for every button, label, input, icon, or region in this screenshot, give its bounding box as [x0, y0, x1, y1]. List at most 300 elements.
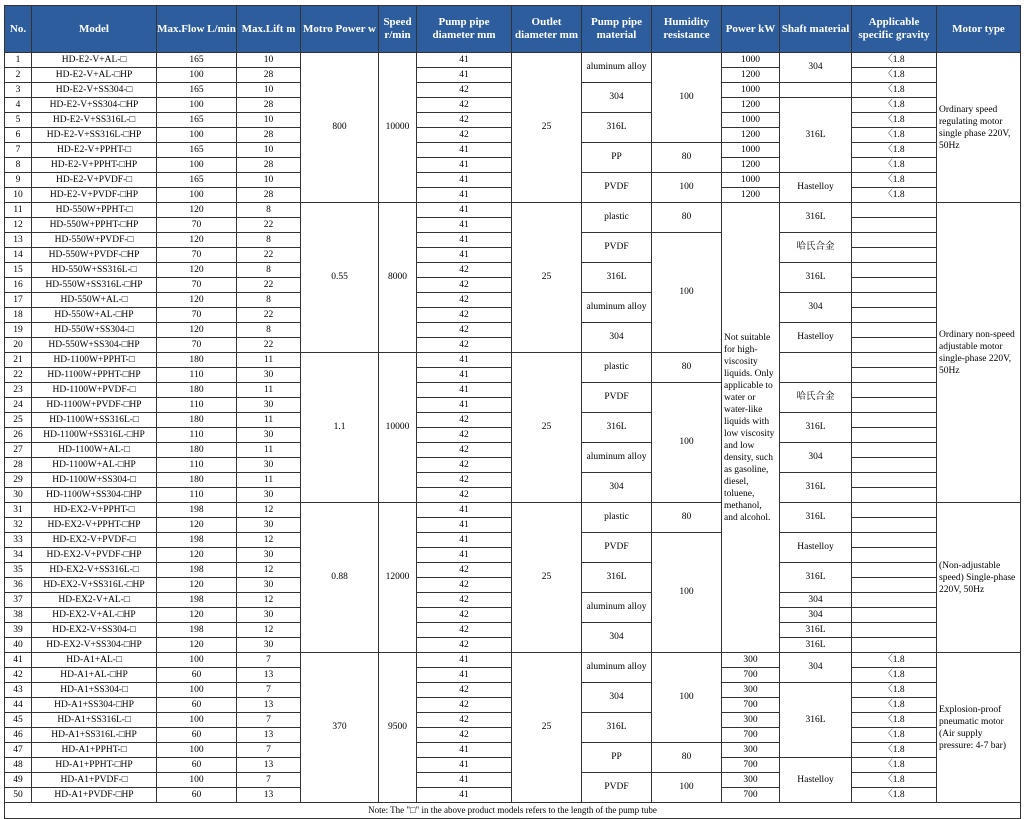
cell-humidity-resistance: 100 [652, 173, 722, 203]
cell-max-flow: 198 [157, 503, 237, 518]
cell-pump-pipe-material: aluminum alloy [582, 443, 652, 473]
header-humidity-resistance: Humidity resistance [652, 6, 722, 53]
cell-max-lift: 8 [237, 203, 301, 218]
cell-model: HD-A1+SS316L-□HP [32, 728, 157, 743]
cell-no: 29 [5, 473, 32, 488]
cell-max-lift: 12 [237, 533, 301, 548]
cell-model: HD-E2-V+AL-□ [32, 53, 157, 68]
cell-specific-gravity: 〈1.8 [852, 128, 937, 143]
cell-specific-gravity [852, 308, 937, 323]
cell-specific-gravity [852, 488, 937, 503]
cell-shaft-material: Hastelloy [780, 758, 852, 803]
cell-max-flow: 180 [157, 443, 237, 458]
cell-max-lift: 22 [237, 338, 301, 353]
cell-model: HD-EX2-V+PVDF-□HP [32, 548, 157, 563]
cell-no: 38 [5, 608, 32, 623]
cell-pump-pipe-diameter: 42 [417, 83, 512, 98]
cell-specific-gravity [852, 218, 937, 233]
cell-pump-pipe-diameter: 41 [417, 383, 512, 398]
cell-power-kw: 700 [722, 698, 780, 713]
cell-max-lift: 30 [237, 518, 301, 533]
cell-specific-gravity [852, 503, 937, 518]
cell-humidity-resistance: 100 [652, 773, 722, 803]
header-row [5, 6, 1021, 53]
cell-pump-pipe-diameter: 41 [417, 173, 512, 188]
cell-max-lift: 13 [237, 728, 301, 743]
cell-max-lift: 7 [237, 683, 301, 698]
cell-pump-pipe-diameter: 41 [417, 143, 512, 158]
header-model: Model [32, 6, 157, 53]
cell-model: HD-E2-V+PPHT-□HP [32, 158, 157, 173]
cell-max-lift: 8 [237, 293, 301, 308]
cell-shaft-material: 316L [780, 503, 852, 533]
cell-speed: 10000 [379, 53, 417, 203]
cell-pump-pipe-material: 316L [582, 413, 652, 443]
cell-pump-pipe-diameter: 41 [417, 233, 512, 248]
cell-pump-pipe-diameter: 42 [417, 713, 512, 728]
cell-no: 9 [5, 173, 32, 188]
cell-humidity-resistance: 100 [652, 53, 722, 143]
cell-model: HD-E2-V+SS304-□HP [32, 98, 157, 113]
cell-specific-gravity [852, 338, 937, 353]
cell-max-flow: 198 [157, 533, 237, 548]
cell-max-lift: 30 [237, 368, 301, 383]
cell-no: 45 [5, 713, 32, 728]
footnote: Note: The "□" in the above product models refers to the length of the pump tube [5, 803, 1021, 819]
cell-pump-pipe-diameter: 41 [417, 158, 512, 173]
cell-max-lift: 28 [237, 98, 301, 113]
cell-max-flow: 120 [157, 203, 237, 218]
cell-specific-gravity [852, 248, 937, 263]
cell-model: HD-A1+PVDF-□ [32, 773, 157, 788]
cell-pump-pipe-diameter: 41 [417, 518, 512, 533]
cell-max-flow: 120 [157, 323, 237, 338]
cell-specific-gravity [852, 608, 937, 623]
cell-outlet-diameter: 25 [512, 203, 582, 353]
cell-power-kw: 300 [722, 653, 780, 668]
cell-max-lift: 13 [237, 758, 301, 773]
cell-max-flow: 100 [157, 653, 237, 668]
cell-no: 30 [5, 488, 32, 503]
cell-specific-gravity [852, 443, 937, 458]
cell-max-lift: 28 [237, 68, 301, 83]
cell-shaft-material: Hastelloy [780, 173, 852, 203]
cell-max-lift: 10 [237, 53, 301, 68]
cell-max-flow: 70 [157, 278, 237, 293]
cell-max-flow: 120 [157, 638, 237, 653]
cell-max-flow: 120 [157, 548, 237, 563]
cell-specific-gravity [852, 428, 937, 443]
cell-no: 12 [5, 218, 32, 233]
cell-model: HD-550W+SS316L-□ [32, 263, 157, 278]
cell-specific-gravity: 〈1.8 [852, 98, 937, 113]
cell-specific-gravity: 〈1.8 [852, 158, 937, 173]
cell-no: 27 [5, 443, 32, 458]
cell-humidity-resistance: 80 [652, 743, 722, 773]
cell-max-lift: 12 [237, 563, 301, 578]
cell-specific-gravity: 〈1.8 [852, 683, 937, 698]
cell-pump-pipe-diameter: 41 [417, 548, 512, 563]
cell-model: HD-A1+AL-□ [32, 653, 157, 668]
cell-max-lift: 8 [237, 233, 301, 248]
cell-max-flow: 60 [157, 788, 237, 803]
cell-shaft-material: 304 [780, 593, 852, 608]
cell-pump-pipe-diameter: 41 [417, 653, 512, 668]
cell-max-flow: 100 [157, 128, 237, 143]
cell-pump-pipe-diameter: 41 [417, 503, 512, 518]
cell-max-flow: 100 [157, 683, 237, 698]
cell-max-flow: 110 [157, 398, 237, 413]
cell-specific-gravity: 〈1.8 [852, 53, 937, 68]
cell-max-flow: 165 [157, 113, 237, 128]
cell-max-flow: 165 [157, 173, 237, 188]
cell-max-lift: 30 [237, 428, 301, 443]
cell-max-lift: 10 [237, 143, 301, 158]
cell-specific-gravity: 〈1.8 [852, 653, 937, 668]
cell-shaft-material: 哈氏合金 [780, 383, 852, 413]
cell-shaft-material: 304 [780, 293, 852, 323]
cell-max-flow: 120 [157, 518, 237, 533]
cell-humidity-resistance: 100 [652, 653, 722, 743]
cell-max-lift: 30 [237, 548, 301, 563]
cell-model: HD-550W+PPHT-□ [32, 203, 157, 218]
cell-shaft-material: 316L [780, 413, 852, 443]
header-max-lift: Max.Lift m [237, 6, 301, 53]
cell-model: HD-EX2-V+AL-□ [32, 593, 157, 608]
cell-speed: 8000 [379, 203, 417, 353]
cell-no: 48 [5, 758, 32, 773]
cell-model: HD-550W+AL-□ [32, 293, 157, 308]
cell-max-lift: 22 [237, 308, 301, 323]
cell-model: HD-550W+SS304-□HP [32, 338, 157, 353]
cell-pump-pipe-diameter: 42 [417, 113, 512, 128]
cell-pump-pipe-material: 304 [582, 683, 652, 713]
cell-max-flow: 70 [157, 218, 237, 233]
cell-no: 49 [5, 773, 32, 788]
cell-max-lift: 11 [237, 353, 301, 368]
header-power-kw: Power kW [722, 6, 780, 53]
cell-max-flow: 70 [157, 338, 237, 353]
cell-no: 10 [5, 188, 32, 203]
cell-max-lift: 30 [237, 488, 301, 503]
cell-motor-power: 0.88 [301, 503, 379, 653]
cell-model: HD-1100W+PVDF-□HP [32, 398, 157, 413]
cell-no: 1 [5, 53, 32, 68]
header-specific-gravity: Applicable specific gravity [852, 6, 937, 53]
cell-pump-pipe-material: aluminum alloy [582, 593, 652, 623]
cell-max-lift: 11 [237, 443, 301, 458]
cell-max-lift: 11 [237, 383, 301, 398]
cell-max-lift: 22 [237, 278, 301, 293]
cell-specific-gravity: 〈1.8 [852, 698, 937, 713]
header-no: No. [5, 6, 32, 53]
cell-max-lift: 30 [237, 578, 301, 593]
cell-model: HD-E2-V+PVDF-□HP [32, 188, 157, 203]
cell-power-kw: 1000 [722, 113, 780, 128]
cell-max-lift: 11 [237, 473, 301, 488]
cell-model: HD-A1+PVDF-□HP [32, 788, 157, 803]
cell-model: HD-1100W+SS316L-□ [32, 413, 157, 428]
cell-power-kw: 1200 [722, 188, 780, 203]
cell-no: 8 [5, 158, 32, 173]
cell-model: HD-A1+SS304-□HP [32, 698, 157, 713]
spec-table-container [4, 5, 1020, 819]
cell-specific-gravity [852, 638, 937, 653]
cell-viscosity-note: Not suitable for high-viscosity liquids. Only applicable to water or water-like liquids with low viscosity and low density, such as gasoline, diesel, toluene, methanol, and alcohol. [722, 203, 780, 653]
cell-no: 21 [5, 353, 32, 368]
cell-model: HD-EX2-V+PPHT-□ [32, 503, 157, 518]
cell-pump-pipe-diameter: 41 [417, 533, 512, 548]
header-motor-type: Motor type [937, 6, 1021, 53]
cell-pump-pipe-diameter: 41 [417, 773, 512, 788]
cell-pump-pipe-diameter: 42 [417, 293, 512, 308]
cell-max-flow: 70 [157, 248, 237, 263]
table-row [5, 653, 1021, 668]
cell-max-lift: 30 [237, 458, 301, 473]
cell-no: 16 [5, 278, 32, 293]
cell-humidity-resistance: 100 [652, 233, 722, 353]
cell-shaft-material: 316L [780, 638, 852, 653]
cell-max-flow: 100 [157, 68, 237, 83]
cell-power-kw: 700 [722, 668, 780, 683]
cell-power-kw: 1000 [722, 173, 780, 188]
cell-model: HD-550W+PVDF-□HP [32, 248, 157, 263]
cell-pump-pipe-material: 316L [582, 263, 652, 293]
cell-motor-type: Explosion-proof pneumatic motor (Air supply pressure: 4-7 bar) [937, 653, 1021, 803]
cell-pump-pipe-diameter: 41 [417, 788, 512, 803]
cell-speed: 10000 [379, 353, 417, 503]
cell-pump-pipe-diameter: 42 [417, 728, 512, 743]
cell-model: HD-A1+PPHT-□HP [32, 758, 157, 773]
cell-outlet-diameter: 25 [512, 353, 582, 503]
cell-model: HD-1100W+AL-□ [32, 443, 157, 458]
cell-specific-gravity [852, 383, 937, 398]
cell-pump-pipe-diameter: 42 [417, 413, 512, 428]
cell-max-flow: 120 [157, 608, 237, 623]
cell-pump-pipe-diameter: 41 [417, 68, 512, 83]
cell-max-lift: 28 [237, 128, 301, 143]
cell-pump-pipe-diameter: 41 [417, 353, 512, 368]
cell-pump-pipe-diameter: 42 [417, 323, 512, 338]
cell-max-flow: 70 [157, 308, 237, 323]
cell-pump-pipe-material: aluminum alloy [582, 53, 652, 83]
cell-specific-gravity: 〈1.8 [852, 68, 937, 83]
cell-max-lift: 30 [237, 638, 301, 653]
cell-specific-gravity: 〈1.8 [852, 188, 937, 203]
cell-specific-gravity [852, 593, 937, 608]
cell-specific-gravity: 〈1.8 [852, 83, 937, 98]
table-row [5, 203, 1021, 218]
cell-humidity-resistance: 80 [652, 143, 722, 173]
cell-pump-pipe-diameter: 42 [417, 488, 512, 503]
cell-power-kw: 1000 [722, 143, 780, 158]
cell-pump-pipe-diameter: 42 [417, 443, 512, 458]
cell-pump-pipe-diameter: 42 [417, 608, 512, 623]
cell-pump-pipe-material: aluminum alloy [582, 293, 652, 323]
cell-no: 36 [5, 578, 32, 593]
cell-max-flow: 100 [157, 713, 237, 728]
cell-outlet-diameter: 25 [512, 653, 582, 803]
header-motor-power: Motro Power w [301, 6, 379, 53]
table-row [5, 53, 1021, 68]
cell-max-lift: 22 [237, 248, 301, 263]
cell-shaft-material: 316L [780, 263, 852, 293]
cell-speed: 12000 [379, 503, 417, 653]
cell-max-lift: 30 [237, 608, 301, 623]
cell-pump-pipe-diameter: 42 [417, 698, 512, 713]
cell-specific-gravity: 〈1.8 [852, 113, 937, 128]
cell-max-lift: 12 [237, 593, 301, 608]
cell-pump-pipe-material: 316L [582, 563, 652, 593]
header-speed: Speed r/min [379, 6, 417, 53]
cell-no: 11 [5, 203, 32, 218]
cell-motor-type: (Non-adjustable speed) Single-phase 220V, 50Hz [937, 503, 1021, 653]
cell-pump-pipe-material: PP [582, 743, 652, 773]
cell-power-kw: 300 [722, 773, 780, 788]
cell-pump-pipe-diameter: 42 [417, 638, 512, 653]
cell-pump-pipe-material: plastic [582, 503, 652, 533]
cell-shaft-material: 316L [780, 203, 852, 233]
cell-model: HD-EX2-V+SS304-□ [32, 623, 157, 638]
header-max-flow: Max.Flow L/min [157, 6, 237, 53]
cell-shaft-material: 316L [780, 473, 852, 503]
cell-no: 4 [5, 98, 32, 113]
cell-no: 32 [5, 518, 32, 533]
cell-pump-pipe-diameter: 42 [417, 98, 512, 113]
cell-pump-pipe-diameter: 41 [417, 53, 512, 68]
cell-model: HD-EX2-V+SS304-□HP [32, 638, 157, 653]
cell-shaft-material [780, 83, 852, 98]
cell-max-lift: 7 [237, 653, 301, 668]
cell-specific-gravity [852, 368, 937, 383]
cell-no: 5 [5, 113, 32, 128]
cell-pump-pipe-material: 316L [582, 113, 652, 143]
cell-shaft-material: 304 [780, 608, 852, 623]
cell-speed: 9500 [379, 653, 417, 803]
cell-model: HD-A1+SS304-□ [32, 683, 157, 698]
cell-model: HD-550W+PVDF-□ [32, 233, 157, 248]
cell-pump-pipe-material: PVDF [582, 173, 652, 203]
cell-no: 14 [5, 248, 32, 263]
cell-max-flow: 100 [157, 743, 237, 758]
cell-no: 13 [5, 233, 32, 248]
header-outlet-diameter: Outlet diameter mm [512, 6, 582, 53]
cell-model: HD-550W+AL-□HP [32, 308, 157, 323]
cell-model: HD-1100W+AL-□HP [32, 458, 157, 473]
cell-specific-gravity [852, 323, 937, 338]
cell-max-flow: 60 [157, 728, 237, 743]
cell-specific-gravity [852, 473, 937, 488]
cell-specific-gravity: 〈1.8 [852, 713, 937, 728]
cell-power-kw: 300 [722, 683, 780, 698]
table-row [5, 353, 1021, 368]
cell-pump-pipe-diameter: 41 [417, 368, 512, 383]
cell-pump-pipe-material: 304 [582, 473, 652, 503]
cell-max-lift: 10 [237, 113, 301, 128]
cell-no: 19 [5, 323, 32, 338]
cell-max-flow: 110 [157, 368, 237, 383]
cell-no: 7 [5, 143, 32, 158]
cell-no: 34 [5, 548, 32, 563]
cell-shaft-material: 304 [780, 53, 852, 83]
cell-pump-pipe-diameter: 42 [417, 278, 512, 293]
cell-no: 50 [5, 788, 32, 803]
cell-no: 43 [5, 683, 32, 698]
cell-pump-pipe-material: plastic [582, 353, 652, 383]
cell-max-flow: 198 [157, 563, 237, 578]
cell-max-lift: 12 [237, 623, 301, 638]
cell-power-kw: 300 [722, 713, 780, 728]
cell-shaft-material: 316L [780, 623, 852, 638]
cell-model: HD-1100W+PPHT-□ [32, 353, 157, 368]
cell-motor-power: 370 [301, 653, 379, 803]
cell-no: 46 [5, 728, 32, 743]
cell-max-lift: 12 [237, 503, 301, 518]
cell-no: 3 [5, 83, 32, 98]
cell-power-kw: 700 [722, 788, 780, 803]
cell-power-kw: 300 [722, 743, 780, 758]
cell-no: 2 [5, 68, 32, 83]
cell-pump-pipe-diameter: 42 [417, 428, 512, 443]
header-pump-pipe-material: Pump pipe material [582, 6, 652, 53]
cell-pump-pipe-diameter: 42 [417, 308, 512, 323]
cell-humidity-resistance: 100 [652, 533, 722, 653]
cell-max-flow: 100 [157, 98, 237, 113]
cell-max-flow: 120 [157, 293, 237, 308]
cell-shaft-material: 304 [780, 653, 852, 683]
cell-max-lift: 10 [237, 173, 301, 188]
cell-pump-pipe-diameter: 41 [417, 668, 512, 683]
cell-no: 25 [5, 413, 32, 428]
cell-shaft-material: 316L [780, 683, 852, 758]
cell-max-flow: 100 [157, 158, 237, 173]
header-pump-pipe-diameter: Pump pipe diameter mm [417, 6, 512, 53]
cell-specific-gravity: 〈1.8 [852, 668, 937, 683]
cell-pump-pipe-diameter: 41 [417, 248, 512, 263]
cell-no: 17 [5, 293, 32, 308]
cell-pump-pipe-diameter: 42 [417, 338, 512, 353]
cell-pump-pipe-diameter: 42 [417, 623, 512, 638]
cell-no: 24 [5, 398, 32, 413]
cell-motor-type: Ordinary speed regulating motor single phase 220V, 50Hz [937, 53, 1021, 203]
cell-specific-gravity [852, 203, 937, 218]
cell-max-lift: 7 [237, 773, 301, 788]
cell-model: HD-E2-V+SS304-□ [32, 83, 157, 98]
cell-pump-pipe-diameter: 42 [417, 473, 512, 488]
cell-power-kw: 700 [722, 758, 780, 773]
cell-max-lift: 8 [237, 323, 301, 338]
cell-pump-pipe-diameter: 41 [417, 218, 512, 233]
cell-max-flow: 180 [157, 353, 237, 368]
cell-power-kw: 1200 [722, 68, 780, 83]
cell-specific-gravity [852, 578, 937, 593]
cell-shaft-material: Hastelloy [780, 323, 852, 353]
cell-specific-gravity: 〈1.8 [852, 728, 937, 743]
cell-shaft-material: 哈氏合金 [780, 233, 852, 263]
cell-no: 22 [5, 368, 32, 383]
cell-specific-gravity [852, 233, 937, 248]
cell-max-flow: 180 [157, 413, 237, 428]
cell-no: 33 [5, 533, 32, 548]
cell-humidity-resistance: 80 [652, 353, 722, 383]
cell-specific-gravity [852, 278, 937, 293]
cell-no: 23 [5, 383, 32, 398]
cell-max-lift: 13 [237, 668, 301, 683]
cell-max-lift: 30 [237, 398, 301, 413]
cell-no: 37 [5, 593, 32, 608]
cell-max-flow: 180 [157, 383, 237, 398]
cell-pump-pipe-diameter: 41 [417, 758, 512, 773]
